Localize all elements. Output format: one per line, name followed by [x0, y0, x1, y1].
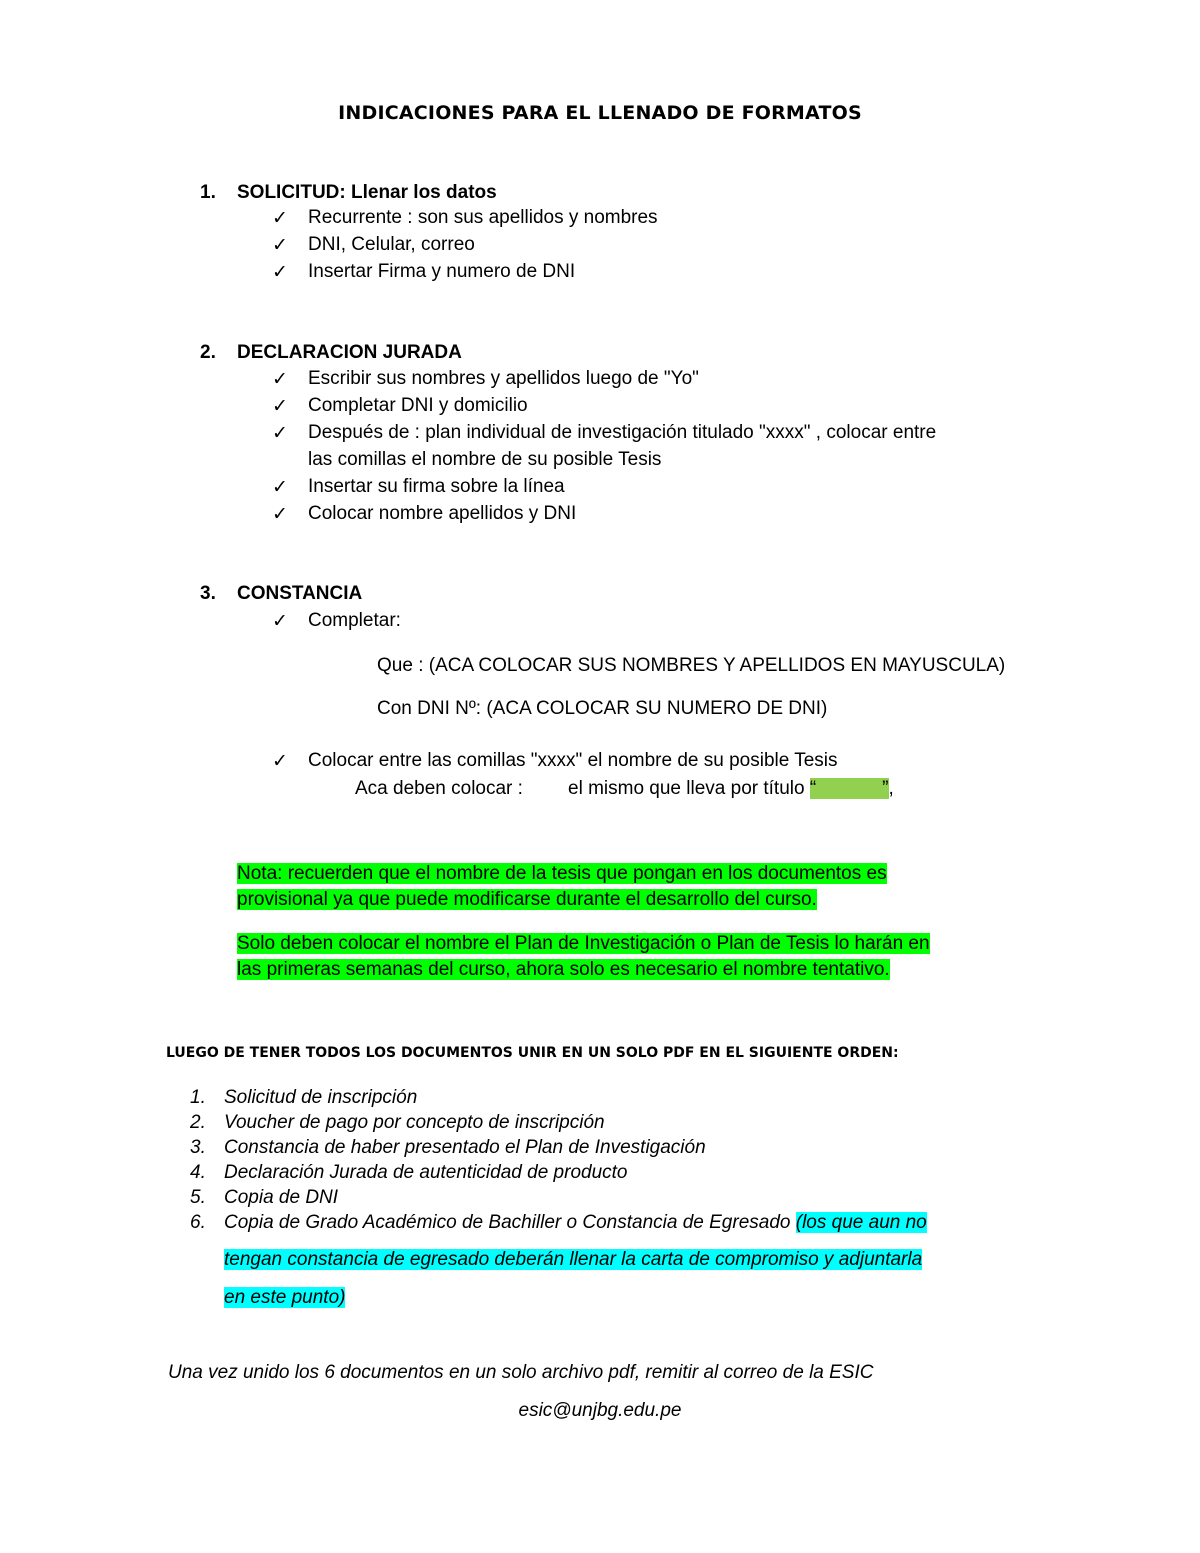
checkmark-icon: ✓	[272, 396, 288, 417]
page-title: INDICACIONES PARA EL LLENADO DE FORMATOS	[338, 102, 862, 124]
order-item: Voucher de pago por concepto de inscripción	[224, 1112, 605, 1133]
list-item: Recurrente : son sus apellidos y nombres	[308, 207, 658, 228]
section-title-solicitud: SOLICITUD: Llenar los datos	[237, 182, 497, 203]
order-num: 5.	[190, 1187, 206, 1208]
order-num: 3.	[190, 1137, 206, 1158]
checkmark-icon: ✓	[272, 423, 288, 444]
list-item: Colocar entre las comillas "xxxx" el nombre de su posible Tesis	[308, 750, 838, 771]
order-num: 1.	[190, 1087, 206, 1108]
checkmark-icon: ✓	[272, 477, 288, 498]
checkmark-icon: ✓	[272, 262, 288, 283]
list-item: Insertar Firma y numero de DNI	[308, 261, 576, 282]
order-item: Copia de Grado Académico de Bachiller o Constancia de Egresado (los que aun no	[224, 1212, 927, 1233]
section-number: 1.	[200, 182, 216, 203]
email-address: esic@unjbg.edu.pe	[518, 1400, 682, 1421]
checkmark-icon: ✓	[272, 611, 288, 632]
note-1: Nota: recuerden que el nombre de la tesis que pongan en los documentos es provisional ya que puede modificarse durante el desarrollo del curso.	[237, 863, 887, 910]
checkmark-icon: ✓	[272, 208, 288, 229]
note-2: Solo deben colocar el nombre el Plan de Investigación o Plan de Tesis lo harán en las primeras semanas del curso, ahora solo es necesario el nombre tentativo.	[237, 933, 930, 980]
highlight-note-line: tengan constancia de egresado deberán llenar la carta de compromiso y adjuntarla	[224, 1249, 923, 1270]
checkmark-icon: ✓	[272, 504, 288, 525]
checkmark-icon: ✓	[272, 751, 288, 772]
list-item: Completar DNI y domicilio	[308, 395, 528, 416]
list-item: Completar:	[308, 610, 401, 631]
list-item: Después de : plan individual de investigación titulado "xxxx" , colocar entre	[308, 422, 937, 443]
order-item: Declaración Jurada de autenticidad de producto	[224, 1162, 628, 1183]
section-number: 3.	[200, 583, 216, 604]
list-item: Escribir sus nombres y apellidos luego de "Yo"	[308, 368, 699, 389]
checkmark-icon: ✓	[272, 369, 288, 390]
list-item: DNI, Celular, correo	[308, 234, 475, 255]
list-item: Colocar nombre apellidos y DNI	[308, 503, 577, 524]
section-number: 2.	[200, 342, 216, 363]
checkmark-icon: ✓	[272, 235, 288, 256]
order-num: 2.	[190, 1112, 206, 1133]
list-item: Insertar su firma sobre la línea	[308, 476, 565, 497]
order-item: Constancia de haber presentado el Plan de Investigación	[224, 1137, 706, 1158]
highlight-note-line: en este punto)	[224, 1287, 346, 1308]
title-instruction-text: el mismo que lleva por título	[568, 778, 805, 799]
dni-line: Con DNI Nº: (ACA COLOCAR SU NUMERO DE DNI)	[377, 698, 828, 719]
que-line: Que : (ACA COLOCAR SUS NOMBRES Y APELLIDOS EN MAYUSCULA)	[377, 655, 1006, 676]
order-num: 6.	[190, 1212, 206, 1233]
order-item: Solicitud de inscripción	[224, 1087, 418, 1108]
section-title-constancia: CONSTANCIA	[237, 583, 363, 604]
order-item: Copia de DNI	[224, 1187, 339, 1208]
closing-text: Una vez unido los 6 documentos en un solo archivo pdf, remitir al correo de la ESIC	[168, 1362, 874, 1383]
section-title-declaracion: DECLARACION JURADA	[237, 342, 462, 363]
highlight-note: (los que aun no	[795, 1212, 927, 1233]
order-num: 4.	[190, 1162, 206, 1183]
list-item-continuation: las comillas el nombre de su posible Tesis	[308, 449, 662, 470]
title-placeholder: “ ”	[809, 778, 889, 799]
title-instruction: el mismo que lleva por título “ ”,	[568, 778, 894, 799]
aca-label: Aca deben colocar :	[355, 778, 523, 799]
order-heading: LUEGO DE TENER TODOS LOS DOCUMENTOS UNIR EN UN SOLO PDF EN EL SIGUIENTE ORDEN:	[166, 1045, 899, 1061]
